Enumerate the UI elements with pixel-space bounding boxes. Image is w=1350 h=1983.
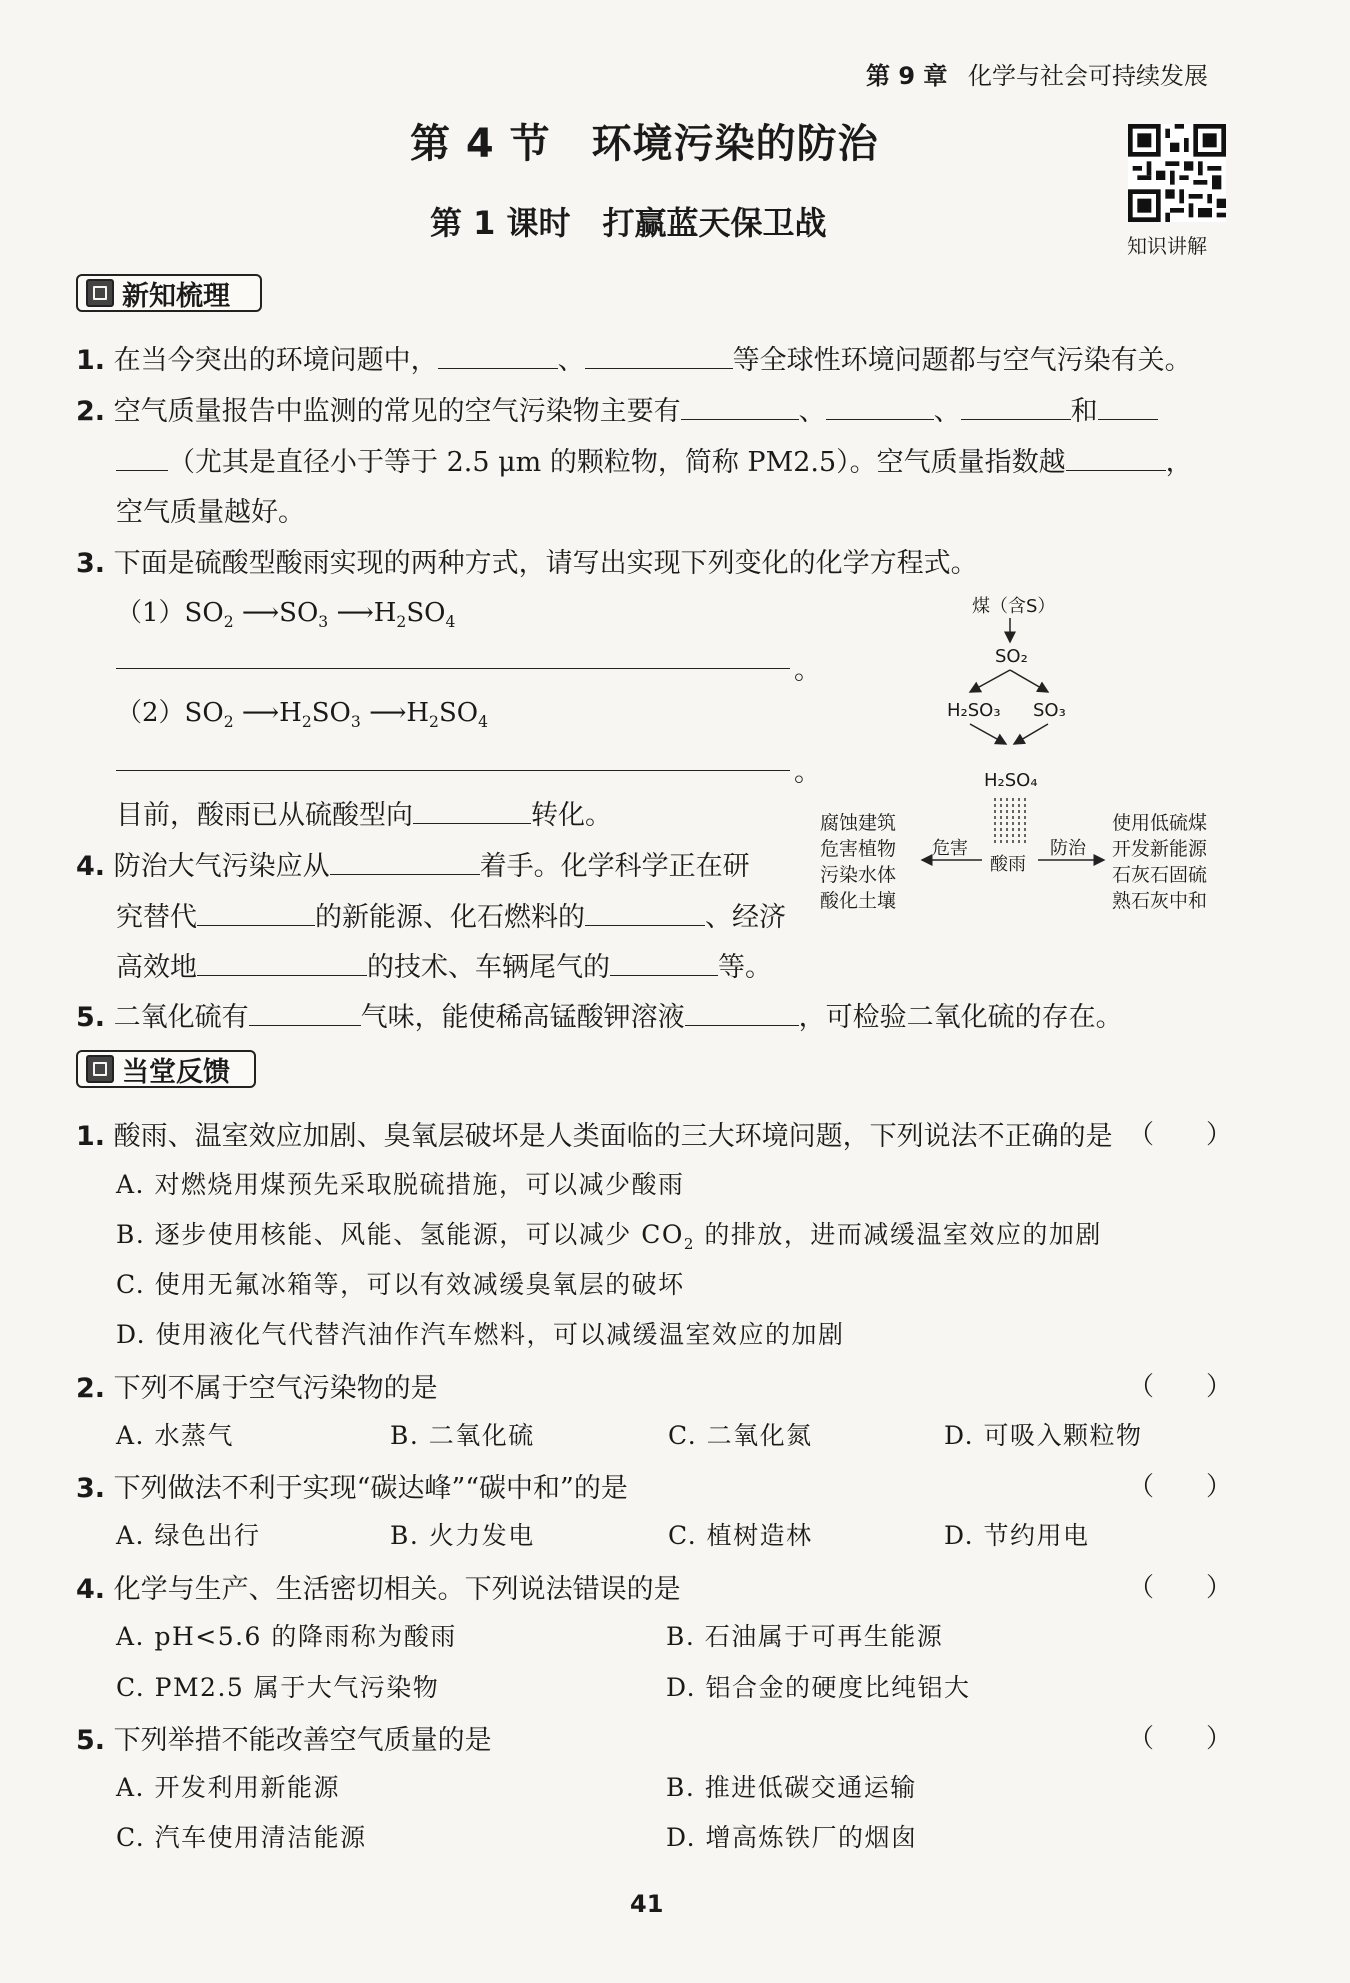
sub-question-label: （1） xyxy=(116,598,185,628)
question-stem: 化学与生产、生活密切相关。下列说法错误的是 xyxy=(113,1574,681,1605)
answer-blank[interactable] xyxy=(330,852,480,875)
question-text: 、 xyxy=(933,396,961,427)
section-box-new-knowledge xyxy=(76,274,262,312)
question-number: 2. xyxy=(76,396,106,427)
option-d[interactable]: D. 节约用电 xyxy=(944,1521,1090,1550)
answer-blank[interactable] xyxy=(610,953,718,976)
question-2-line-3: 空气质量越好。 xyxy=(116,497,305,528)
question-text: 等全球性环境问题都与空气污染有关。 xyxy=(732,345,1192,376)
question-text: 下面是硫酸型酸雨实现的两种方式，请写出实现下列变化的化学方程式。 xyxy=(113,548,978,579)
option-d[interactable]: D. 铝合金的硬度比纯铝大 xyxy=(666,1673,971,1702)
question-text: 、 xyxy=(798,396,826,427)
question-number: 3. xyxy=(76,1473,106,1504)
book-icon xyxy=(86,279,114,307)
question-4-line-2 xyxy=(116,895,786,934)
lesson-title: 第 1 课时 打赢蓝天保卫战 xyxy=(430,204,827,242)
answer-line-2[interactable] xyxy=(116,770,790,771)
question-stem: 酸雨、温室效应加剧、臭氧层破坏是人类面临的三大环境问题，下列说法不正确的是 xyxy=(113,1121,1113,1152)
answer-blank[interactable] xyxy=(438,346,558,369)
diagram-so2: SO₂ xyxy=(995,646,1028,667)
mc-question-5 xyxy=(76,1718,492,1757)
question-2-line-2 xyxy=(116,440,1193,479)
answer-blank[interactable] xyxy=(413,801,531,824)
diagram-harm-label: 危害 xyxy=(932,838,968,859)
question-text: 和 xyxy=(1070,396,1098,427)
option-d[interactable]: D. 增高炼铁厂的烟囱 xyxy=(666,1823,918,1852)
question-3 xyxy=(76,541,978,580)
option-text: 的排放，进而减缓温室效应的加剧 xyxy=(694,1220,1102,1249)
option-b[interactable]: B. 火力发电 xyxy=(390,1521,535,1550)
qr-label: 知识讲解 xyxy=(1127,234,1207,258)
qr-code[interactable] xyxy=(1128,124,1226,222)
question-4-line-3 xyxy=(116,945,772,984)
option-b[interactable]: B. 二氧化硫 xyxy=(390,1421,535,1450)
option-c[interactable]: C. 汽车使用清洁能源 xyxy=(116,1823,367,1852)
harm-item: 污染水体 xyxy=(820,864,897,886)
question-stem: 下列做法不利于实现“碳达峰”“碳中和”的是 xyxy=(113,1473,628,1504)
option-b[interactable]: B. 石油属于可再生能源 xyxy=(666,1622,944,1651)
question-text: 目前，酸雨已从硫酸型向 xyxy=(116,800,413,831)
prevent-item: 石灰石固硫 xyxy=(1112,864,1208,886)
question-stem: 下列举措不能改善空气质量的是 xyxy=(113,1725,492,1756)
answer-paren[interactable]: （ ） xyxy=(1128,1372,1233,1402)
option-a[interactable]: A. 开发利用新能源 xyxy=(116,1773,340,1802)
question-number: 1. xyxy=(76,1121,106,1152)
option-c[interactable]: C. PM2.5 属于大气污染物 xyxy=(116,1673,440,1702)
question-text: 气味，能使稀高锰酸钾溶液 xyxy=(360,1002,685,1033)
option-b[interactable] xyxy=(116,1215,1102,1253)
question-text: （尤其是直径小于等于 2.5 μm 的颗粒物，简称 PM2.5）。空气质量指数越 xyxy=(168,447,1066,478)
question-1 xyxy=(76,338,1192,377)
question-text: 转化。 xyxy=(531,800,612,831)
answer-line-1[interactable] xyxy=(116,668,790,669)
question-text: 究替代 xyxy=(116,902,197,933)
answer-paren[interactable]: （ ） xyxy=(1128,1120,1233,1150)
question-number: 2. xyxy=(76,1373,106,1404)
question-text: 防治大气污染应从 xyxy=(113,851,330,882)
reaction-path-1: $(1)SO_2$ $⟶SO_3$ $⟶H_2SO_4$ xyxy=(116,598,456,632)
question-text: 着手。化学科学正在研 xyxy=(479,851,750,882)
answer-blank[interactable] xyxy=(681,397,799,420)
question-text: ，可检验二氧化硫的存在。 xyxy=(798,1002,1123,1033)
question-text: ， xyxy=(1165,447,1193,478)
question-number: 4. xyxy=(76,851,106,882)
answer-blank[interactable] xyxy=(1098,397,1158,420)
answer-blank[interactable] xyxy=(826,397,934,420)
diagram-harms-list xyxy=(820,810,896,914)
diagram-coal: 煤（含S） xyxy=(972,596,1056,617)
question-text: 、 xyxy=(557,345,585,376)
answer-blank[interactable] xyxy=(961,397,1071,420)
option-c[interactable]: C. 二氧化氮 xyxy=(668,1421,813,1450)
question-text: 在当今突出的环境问题中， xyxy=(113,345,438,376)
harm-item: 危害植物 xyxy=(820,838,897,860)
mc-question-2 xyxy=(76,1366,438,1405)
option-d[interactable]: D. 使用液化气代替汽油作汽车燃料，可以减缓温室效应的加剧 xyxy=(116,1320,845,1349)
answer-blank[interactable] xyxy=(249,1003,361,1026)
question-5 xyxy=(76,995,1123,1034)
question-3-end xyxy=(116,793,612,832)
diagram-so3: SO₃ xyxy=(1033,700,1066,721)
sub-question-label: （2） xyxy=(116,698,185,728)
section-box-label: 当堂反馈 xyxy=(122,1056,230,1088)
answer-paren[interactable]: （ ） xyxy=(1128,1724,1233,1754)
prevent-item: 开发新能源 xyxy=(1112,838,1208,860)
question-text: 、经济 xyxy=(705,902,786,933)
harm-item: 腐蚀建筑 xyxy=(820,812,897,834)
diagram-h2so3: H₂SO₃ xyxy=(947,700,1001,721)
option-b[interactable]: B. 推进低碳交通运输 xyxy=(666,1773,917,1802)
mc-question-1 xyxy=(76,1114,1113,1153)
question-number: 5. xyxy=(76,1002,106,1033)
question-number: 1. xyxy=(76,345,106,376)
answer-paren[interactable]: （ ） xyxy=(1128,1472,1233,1502)
question-text: 的技术、车辆尾气的 xyxy=(367,952,610,983)
reaction-path-2: $(2)SO_2$ $⟶H_2SO_3$ $⟶H_2SO_4$ xyxy=(116,698,489,732)
option-d[interactable]: D. 可吸入颗粒物 xyxy=(944,1421,1143,1450)
chapter-title: 化学与社会可持续发展 xyxy=(968,62,1208,90)
question-text: 高效地 xyxy=(116,952,197,983)
question-text: 等。 xyxy=(718,952,772,983)
question-2 xyxy=(76,389,1158,428)
answer-blank[interactable] xyxy=(197,903,315,926)
section-box-class-feedback xyxy=(76,1050,256,1088)
answer-blank[interactable] xyxy=(585,903,705,926)
answer-blank[interactable] xyxy=(585,346,733,369)
chapter-label: 第 9 章 xyxy=(866,62,948,90)
question-text: 空气质量报告中监测的常见的空气污染物主要有 xyxy=(113,396,681,427)
option-a[interactable]: A. 对燃烧用煤预先采取脱硫措施，可以减少酸雨 xyxy=(116,1170,685,1199)
answer-blank[interactable] xyxy=(685,1003,799,1026)
option-c[interactable]: C. 使用无氟冰箱等，可以有效减缓臭氧层的破坏 xyxy=(116,1270,685,1299)
option-a[interactable]: A. 水蒸气 xyxy=(116,1421,234,1450)
answer-blank[interactable] xyxy=(116,448,168,471)
section-title: 第 4 节 环境污染的防治 xyxy=(410,121,879,167)
prevent-item: 使用低硫煤 xyxy=(1112,812,1208,834)
pencil-icon xyxy=(86,1055,114,1083)
mc-question-4 xyxy=(76,1567,681,1606)
option-a[interactable]: A. pH<5.6 的降雨称为酸雨 xyxy=(116,1622,457,1651)
period: 。 xyxy=(794,757,821,788)
question-number: 3. xyxy=(76,548,106,579)
mc-question-3 xyxy=(76,1466,628,1505)
section-box-label: 新知梳理 xyxy=(122,280,230,312)
question-4 xyxy=(76,844,750,883)
answer-blank[interactable] xyxy=(197,953,367,976)
diagram-prevents-list xyxy=(1112,810,1207,914)
diagram-h2so4: H₂SO₄ xyxy=(984,770,1038,791)
diagram-prevent-label: 防治 xyxy=(1050,838,1086,859)
page-number: 41 xyxy=(630,1890,664,1918)
period: 。 xyxy=(794,655,821,686)
diagram-acid-rain: 酸雨 xyxy=(990,854,1026,875)
answer-paren[interactable]: （ ） xyxy=(1128,1573,1233,1603)
question-number: 5. xyxy=(76,1725,106,1756)
question-text: 二氧化硫有 xyxy=(113,1002,249,1033)
question-stem: 下列不属于空气污染物的是 xyxy=(113,1373,438,1404)
question-number: 4. xyxy=(76,1574,106,1605)
question-text: 的新能源、化石燃料的 xyxy=(315,902,585,933)
subscript: 2 xyxy=(683,1235,695,1253)
option-text: B. 逐步使用核能、风能、氢能源，可以减少 CO xyxy=(116,1220,684,1249)
harm-item: 酸化土壤 xyxy=(820,890,897,912)
option-c[interactable]: C. 植树造林 xyxy=(668,1521,813,1550)
prevent-item: 熟石灰中和 xyxy=(1112,890,1208,912)
answer-blank[interactable] xyxy=(1066,448,1166,471)
option-a[interactable]: A. 绿色出行 xyxy=(116,1521,261,1550)
